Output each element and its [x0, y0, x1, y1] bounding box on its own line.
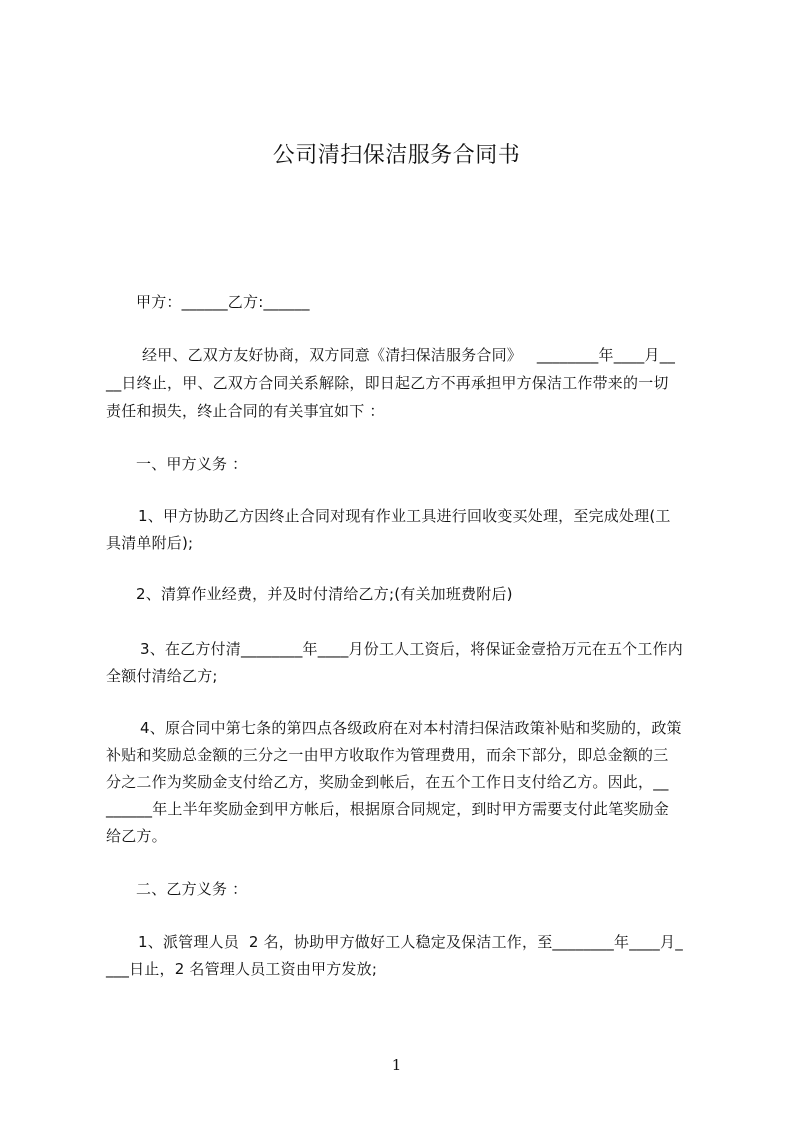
intro-line-3: 责任和损失，终止合同的有关事宜如下 ： [106, 402, 385, 420]
clause-a2: 2、清算作业经费，并及时付清给乙方;(有关加班费附后) [136, 585, 513, 603]
clause-a1-line-1: 1、甲方协助乙方因终止合同对现有作业工具进行回收变买处理，至完成处理(工 [138, 507, 671, 525]
clause-a4-line-4: ______年上半年奖励金到甲方帐后，根据原合同规定，到时甲方需要支付此笔奖励金 [106, 800, 670, 818]
parties-line: 甲方：______乙方:______ [136, 293, 310, 311]
clause-a3-line-1: 3、在乙方付清________年____月份工人工资后，将保证金壹拾万元在五个工作内 [140, 640, 683, 658]
intro-line-2: __日终止，甲、乙双方合同关系解除，即日起乙方不再承担甲方保洁工作带来的一切 [106, 374, 669, 392]
document-title: 公司清扫保洁服务合同书 [272, 143, 521, 168]
clause-a1-line-2: 具清单附后); [106, 534, 194, 552]
clause-b1-line-2: ___日止，2 名管理人员工资由甲方发放; [106, 960, 378, 978]
clause-a4-line-3: 分之二作为奖励金支付给乙方，奖励金到帐后，在五个工作日支付给乙方。因此，__ [106, 773, 669, 791]
clause-a4-line-2: 补贴和奖励总金额的三分之一由甲方收取作为管理费用，而余下部分，即总金额的三 [106, 746, 669, 764]
intro-line-1: 经甲、乙双方友好协商，双方同意《清扫保洁服务合同》 ________年____月__ [142, 346, 676, 364]
clause-a4-line-5: 给乙方。 [106, 827, 167, 845]
page-number: 1 [391, 1056, 402, 1074]
clause-b1-line-1: 1、派管理人员 2 名，协助甲方做好工人稳定及保洁工作，至________年____月_ [138, 933, 683, 951]
section-b-heading: 二、乙方义务 ： [136, 880, 248, 898]
clause-a4-line-1: 4、原合同中第七条的第四点各级政府在对本村清扫保洁政策补贴和奖励的，政策 [140, 719, 682, 737]
section-a-heading: 一、甲方义务 ： [136, 455, 248, 473]
clause-a3-line-2: 全额付清给乙方; [106, 667, 218, 685]
